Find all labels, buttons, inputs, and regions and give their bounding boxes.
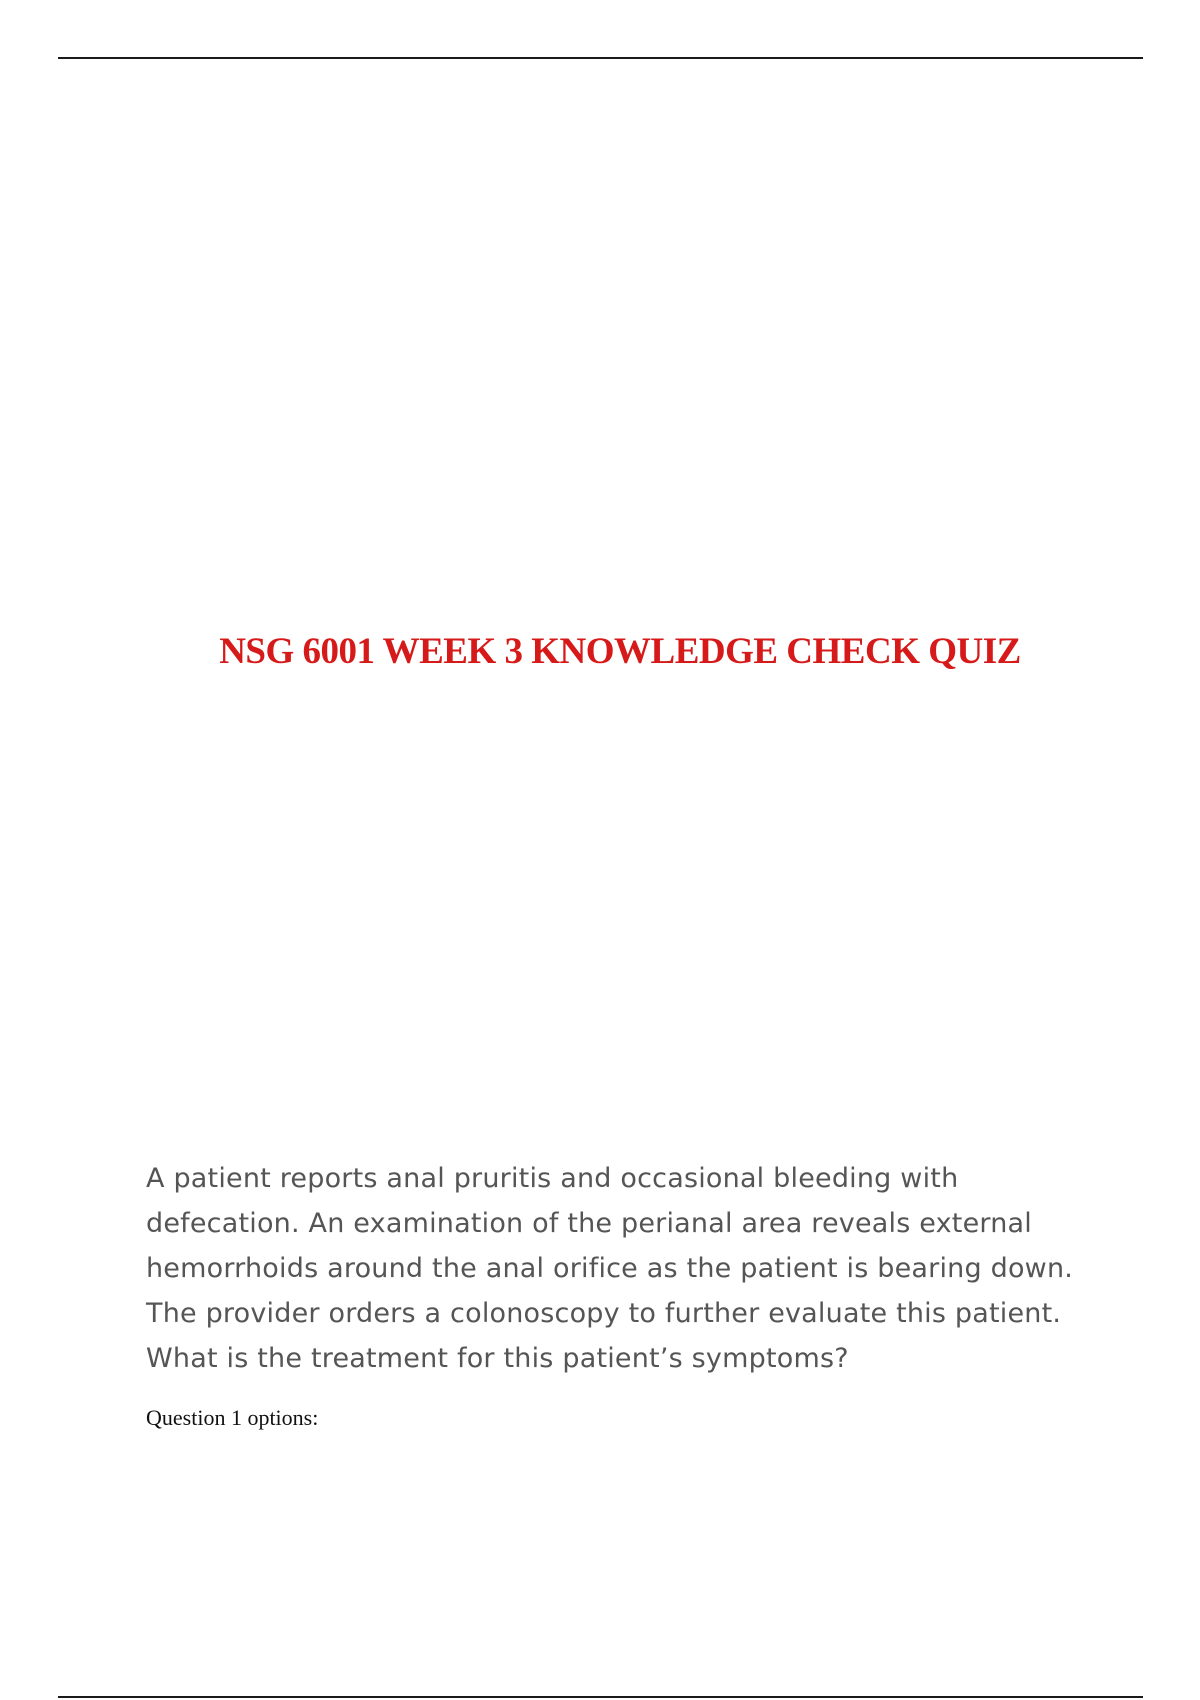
document-title: NSG 6001 WEEK 3 KNOWLEDGE CHECK QUIZ [219, 631, 1021, 672]
question-1-options-label: Question 1 options: [146, 1405, 319, 1430]
bottom-divider [58, 1696, 1143, 1698]
question-1-text: A patient reports anal pruritis and occasional bleeding with defecation. An examination of the perianal area reveals external hemorrhoids around the anal orifice as the patient is bearing down. The provider orders a colonoscopy to further evaluate this patient. What is the treatment for this patient’s symptoms? [146, 1163, 1074, 1374]
top-divider [58, 57, 1143, 59]
